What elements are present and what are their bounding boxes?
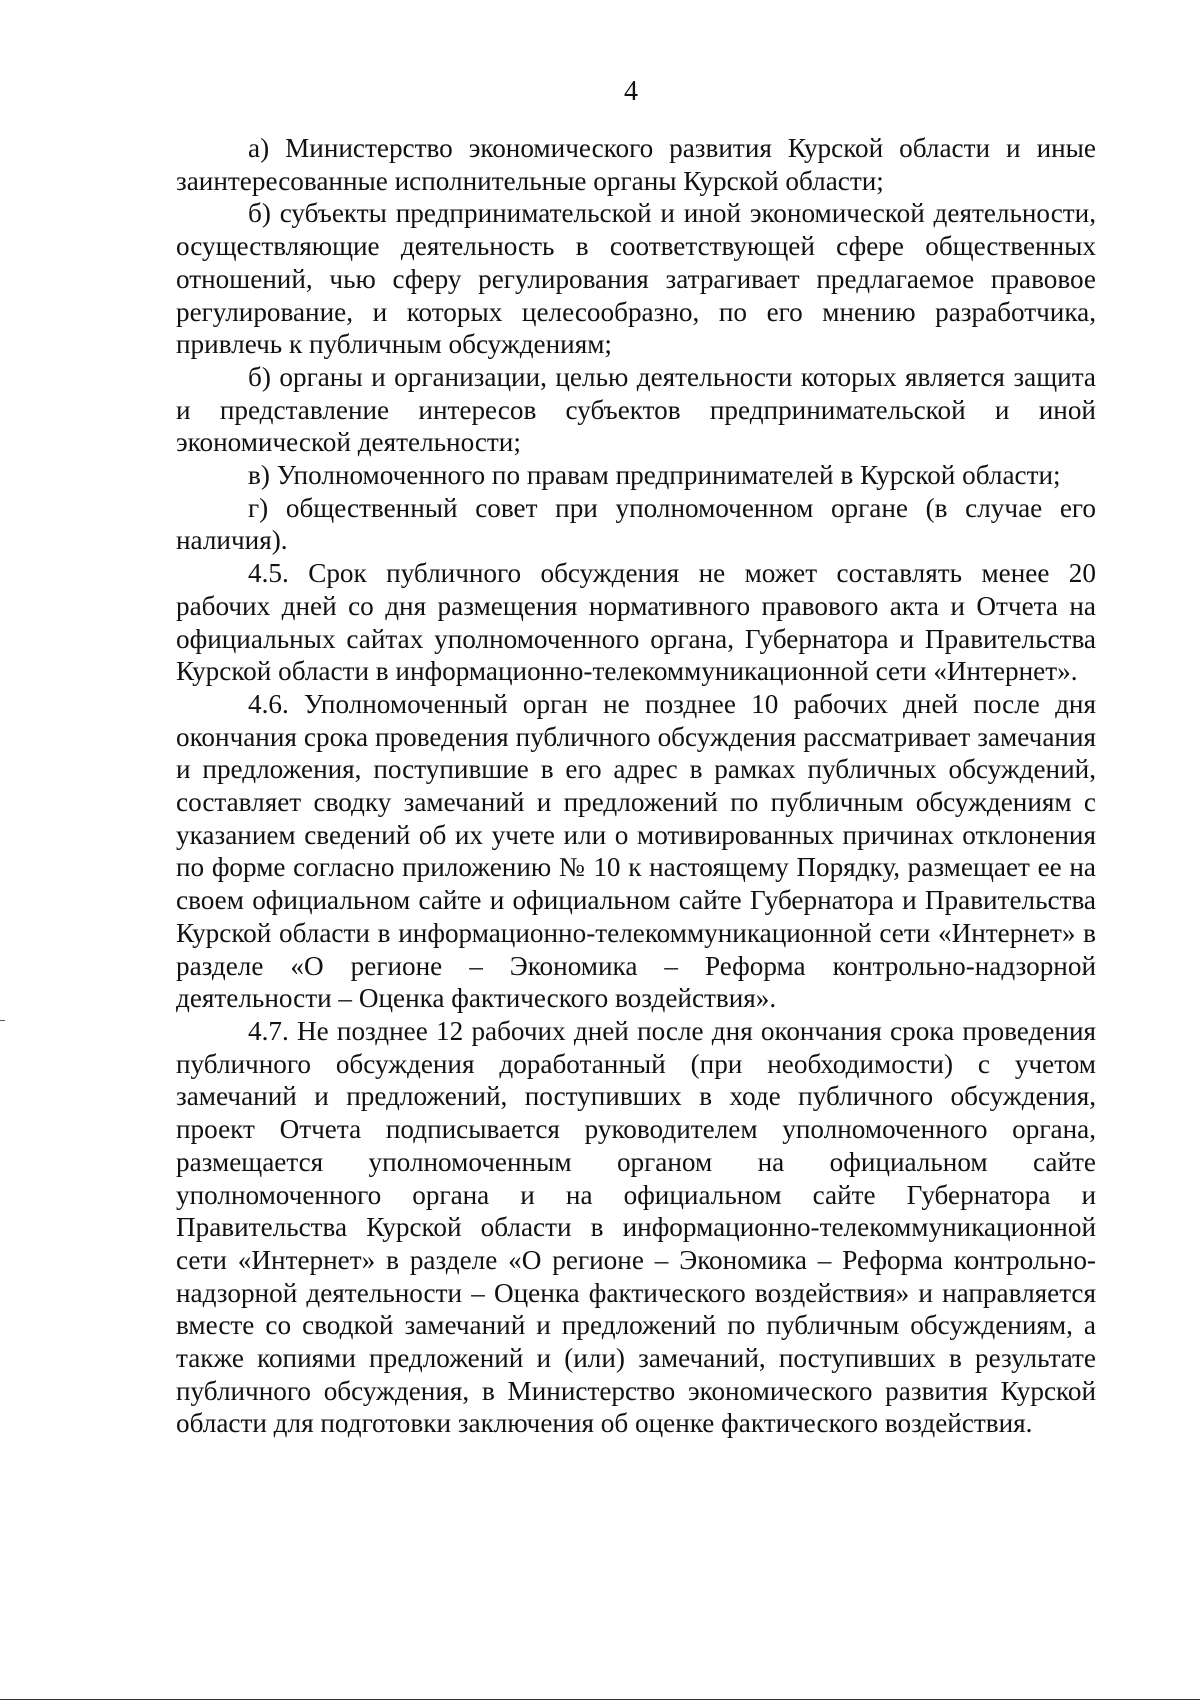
paragraph-item-b-organizations: б) органы и организации, целью деятельности которых является защита и представление интересов субъектов предпринимательской и иной экономической деятельности;	[176, 361, 1096, 458]
paragraph-item-b-entrepreneurs: б) субъекты предпринимательской и иной экономической деятельности, осуществляющие деятельность в соответствующей сфере общественных отношений, чью сферу регулирования затрагивает предлагаемое правовое регулирование, и которых целесообразно, по его мнению разработчика, привлечь к публичным обсуждениям;	[176, 198, 1096, 360]
page-number: 4	[624, 76, 638, 107]
scan-margin-mark	[0, 1020, 5, 1021]
paragraph-4-7: 4.7. Не позднее 12 рабочих дней после дня окончания срока проведения публичного обсуждения доработанный (при необходимости) с учетом замечаний и предложений, поступивших в ходе публичного обсуждения, проект Отчета подписывается руководителем уполномоченного органа, размещается уполномоченным органом на официальном сайте уполномоченного органа и на официальном сайте Губернатора и Правительства Курской области в информационно-телекоммуникационной сети «Интернет» в разделе «О регионе – Экономика – Реформа контрольно-надзорной деятельности – Оценка фактического воздействия» и направляется вместе со сводкой замечаний и предложений по публичным обсуждениям, а также копиями предложений и (или) замечаний, поступивших в результате публичного обсуждения, в Министерство экономического развития Курской области для подготовки заключения об оценке фактического воздействия.	[176, 1015, 1096, 1439]
paragraph-item-v: в) Уполномоченного по правам предпринимателей в Курской области;	[248, 460, 1061, 491]
scan-bottom-edge	[0, 1699, 1200, 1700]
document-body	[176, 132, 1096, 1440]
paragraph-4-6: 4.6. Уполномоченный орган не позднее 10 рабочих дней после дня окончания срока проведения публичного обсуждения рассматривает замечания и предложения, поступившие в его адрес в рамках публичных обсуждений, составляет сводку замечаний и предложений по публичным обсуждениям с указанием сведений об их учете или о мотивированных причинах отклонения по форме согласно приложению № 10 к настоящему Порядку, размещает ее на своем официальном сайте и официальном сайте Губернатора и Правительства Курской области в информационно-телекоммуникационной сети «Интернет» в разделе «О регионе – Экономика – Реформа контрольно-надзорной деятельности – Оценка фактического воздействия».	[176, 688, 1096, 1014]
paragraph-4-5: 4.5. Срок публичного обсуждения не может составлять менее 20 рабочих дней со дня размещения нормативного правового акта и Отчета на официальных сайтах уполномоченного органа, Губернатора и Правительства Курской области в информационно-телекоммуникационной сети «Интернет».	[176, 558, 1096, 687]
paragraph-item-g: г) общественный совет при уполномоченном органе (в случае его наличия).	[176, 492, 1096, 556]
paragraph-item-a: а) Министерство экономического развития Курской области и иные заинтересованные исполнительные органы Курской области;	[176, 133, 1096, 196]
